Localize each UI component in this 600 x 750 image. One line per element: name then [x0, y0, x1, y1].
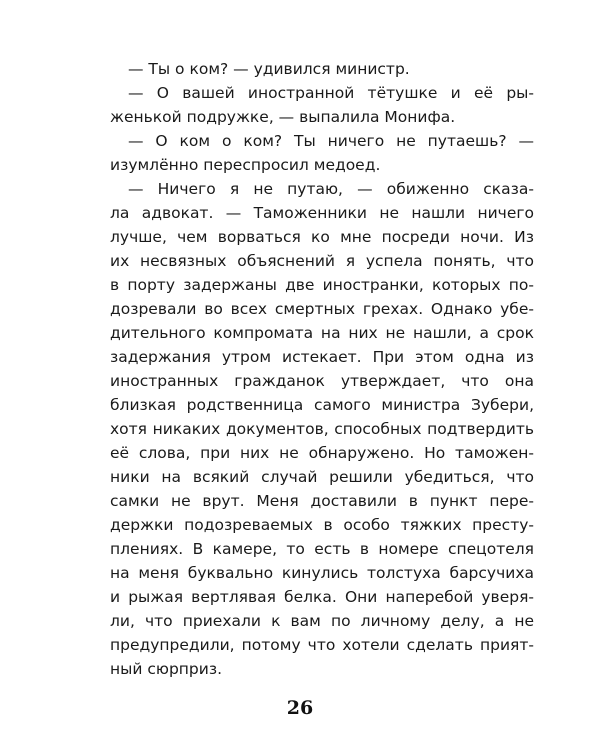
- text-line: самки не врут. Меня доставили в пункт пере-: [110, 492, 534, 510]
- text-line: — Ты о ком? — удивился министр.: [128, 60, 410, 78]
- text-line: дительного компромата на них не нашли, а срок: [110, 324, 534, 342]
- text-line: изумлённо переспросил медоед.: [110, 156, 381, 174]
- text-line: дозревали во всех смертных грехах. Однако убе-: [110, 300, 534, 318]
- page-number: 26: [286, 697, 314, 719]
- text-line: ники на всякий случай решили убедиться, что: [110, 468, 534, 486]
- text-line: ный сюрприз.: [110, 660, 222, 678]
- text-line: — О ком о ком? Ты ничего не путаешь? —: [128, 132, 534, 150]
- text-line: ла адвокат. — Таможенники не нашли ничего: [110, 204, 534, 222]
- text-line: её слова, при них не обнаружено. Но таможен-: [110, 444, 534, 462]
- text-line: — О вашей иностранной тётушке и её ры-: [128, 84, 534, 102]
- text-line: на меня буквально кинулись толстуха барсучиха: [110, 564, 534, 582]
- text-line: близкая родственница самого министра Зубери,: [110, 396, 534, 414]
- text-line: ли, что приехали к вам по личному делу, а не: [110, 612, 534, 630]
- text-line: предупредили, потому что хотели сделать прият-: [110, 636, 534, 654]
- text-line: держки подозреваемых в особо тяжких престу-: [110, 516, 534, 534]
- text-line: задержания утром истекает. При этом одна из: [110, 348, 534, 366]
- text-line: лучше, чем ворваться ко мне посреди ночи. Из: [110, 228, 534, 246]
- text-line: хотя никаких документов, способных подтвердить: [110, 420, 534, 438]
- text-line: в порту задержаны две иностранки, которых по-: [110, 276, 534, 294]
- text-line: женькой подружке, — выпалила Монифа.: [110, 108, 456, 126]
- text-line: плениях. В камере, то есть в номере спецотеля: [110, 540, 534, 558]
- text-line: — Ничего я не путаю, — обиженно сказа-: [128, 180, 534, 198]
- text-line: их несвязных объяснений я успела понять, что: [110, 252, 534, 270]
- text-line: иностранных гражданок утверждает, что она: [110, 372, 534, 390]
- body-text: [110, 57, 534, 681]
- text-line: и рыжая вертлявая белка. Они наперебой уверя-: [110, 588, 534, 606]
